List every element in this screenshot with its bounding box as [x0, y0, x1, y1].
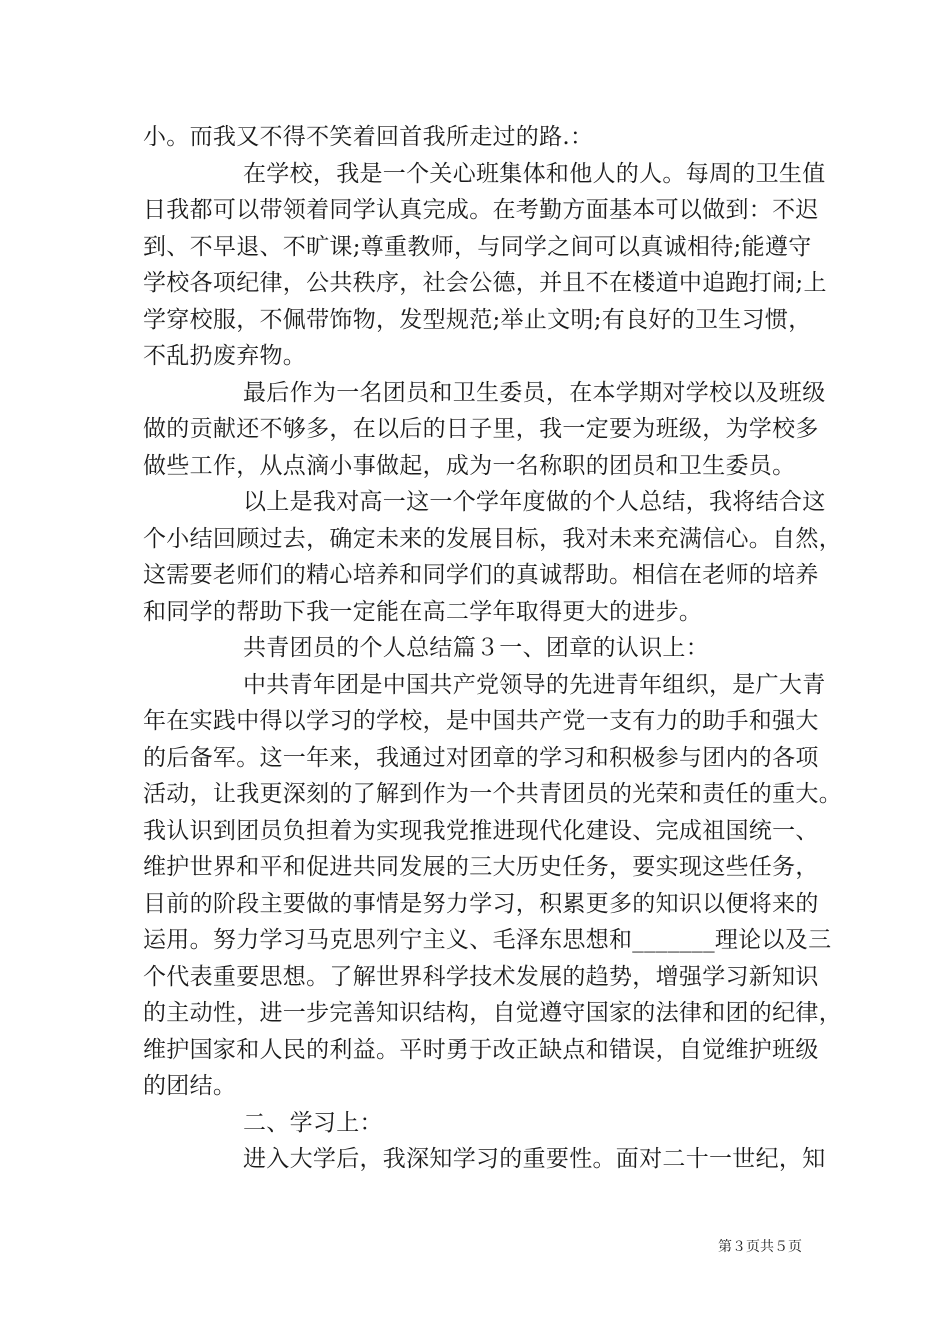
text-line: 日我都可以带领着同学认真完成。在考勤方面基本可以做到：不迟: [143, 197, 819, 223]
text-line: 学校各项纪律，公共秩序，社会公德，并且不在楼道中追跑打闹;上: [143, 270, 827, 296]
text-line: 在学校，我是一个关心班集体和他人的人。每周的卫生值: [243, 160, 826, 187]
text-line: 二、学习上：: [243, 1109, 383, 1136]
text-line: 做的贡献还不够多，在以后的日子里，我一定要为班级，为学校多: [143, 416, 819, 442]
text-line: 小。而我又不得不笑着回首我所走过的路.：: [143, 124, 594, 150]
text-line: 到、不早退、不旷课;尊重教师，与同学之间可以真诚相待;能遵守: [143, 233, 812, 260]
text-line: 和同学的帮助下我一定能在高二学年取得更大的进步。: [143, 598, 703, 625]
text-line: 最后作为一名团员和卫生委员，在本学期对学校以及班级: [243, 379, 826, 406]
text-line: 的团结。: [143, 1073, 237, 1099]
text-line: 不乱扔废弃物。: [143, 343, 307, 369]
text-line: 的主动性，进一步完善知识结构，自觉遵守国家的法律和团的纪律，: [143, 1000, 842, 1026]
text-line: 运用。努力学习马克思列宁主义、毛泽东思想和_______理论以及三: [143, 927, 832, 953]
text-line: 年在实践中得以学习的学校，是中国共产党一支有力的助手和强大: [143, 708, 819, 734]
text-line: 个代表重要思想。了解世界科学技术发展的趋势，增强学习新知识: [143, 963, 819, 990]
text-line: 我认识到团员负担着为实现我党推进现代化建设、完成祖国统一、: [143, 817, 819, 844]
text-line: 中共青年团是中国共产党领导的先进青年组织，是广大青: [243, 671, 826, 698]
text-line: 这需要老师们的精心培养和同学们的真诚帮助。相信在老师的培养: [143, 562, 819, 588]
page-number-footer: 第３页共５页: [718, 1239, 802, 1255]
text-line: 个小结回顾过去，确定未来的发展目标，我对未来充满信心。自然，: [143, 525, 842, 552]
text-line: 维护国家和人民的利益。平时勇于改正缺点和错误，自觉维护班级: [143, 1036, 819, 1063]
text-line: 以上是我对高一这一个学年度做的个人总结，我将结合这: [243, 489, 826, 515]
text-line: 学穿校服，不佩带饰物，发型规范;举止文明;有良好的卫生习惯，: [143, 306, 812, 333]
text-line: 目前的阶段主要做的事情是努力学习，积累更多的知识以便将来的: [143, 890, 819, 917]
document-body: [143, 119, 842, 1178]
text-line: 进入大学后，我深知学习的重要性。面对二十一世纪，知: [243, 1146, 826, 1172]
text-line: 的后备军。这一年来，我通过对团章的学习和积极参与团内的各项: [143, 744, 819, 771]
text-line: 做些工作，从点滴小事做起，成为一名称职的团员和卫生委员。: [143, 452, 796, 479]
text-line: 共青团员的个人总结篇３一、团章的认识上：: [243, 635, 709, 661]
text-line: 活动，让我更深刻的了解到作为一个共青团员的光荣和责任的重大。: [143, 781, 842, 807]
text-line: 维护世界和平和促进共同发展的三大历史任务，要实现这些任务，: [143, 854, 819, 880]
